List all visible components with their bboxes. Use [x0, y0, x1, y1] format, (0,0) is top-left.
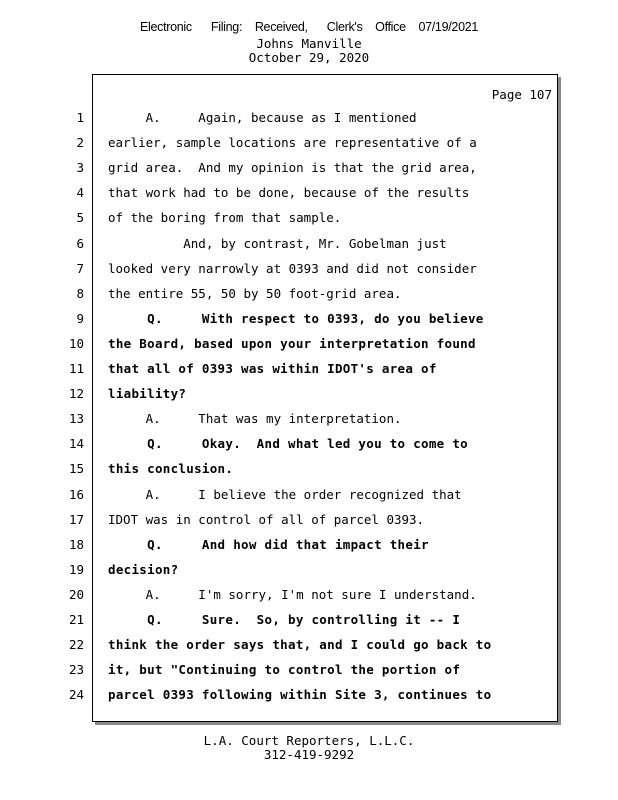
court-reporter-name: L.A. Court Reporters, L.L.C.: [203, 733, 415, 748]
question-line-text: Q. And how did that impact their: [108, 537, 429, 552]
answer-line-text: A. That was my interpretation.: [108, 411, 402, 426]
answer-line-text: A. I believe the order recognized that: [108, 487, 462, 502]
question-line-text: parcel 0393 following within Site 3, continues to: [108, 687, 492, 702]
question-line-text: the Board, based upon your interpretation found: [108, 336, 476, 351]
question-line-text: that all of 0393 was within IDOT's area of: [108, 361, 437, 376]
question-line-text: this conclusion.: [108, 461, 234, 476]
line-number: 4: [76, 185, 84, 200]
question-line-text: Q. With respect to 0393, do you believe: [108, 311, 484, 326]
question-line-text: Q. Sure. So, by controlling it -- I: [108, 612, 461, 627]
line-number: 16: [68, 487, 84, 502]
line-number: 20: [68, 587, 84, 602]
answer-line-text: the entire 55, 50 by 50 foot-grid area.: [108, 286, 402, 301]
line-number: 1: [76, 110, 84, 125]
line-number: 13: [68, 411, 84, 426]
line-number: 7: [76, 261, 84, 276]
answer-line-text: earlier, sample locations are representative of a: [108, 135, 477, 150]
answer-line-text: grid area. And my opinion is that the grid area,: [108, 160, 477, 175]
line-number: 9: [76, 311, 84, 326]
line-number: 5: [76, 210, 84, 225]
line-number: 22: [68, 637, 84, 652]
answer-line-text: of the boring from that sample.: [108, 210, 342, 225]
line-number: 19: [68, 562, 84, 577]
line-number: 17: [68, 512, 84, 527]
answer-line-text: looked very narrowly at 0393 and did not consider: [108, 261, 477, 276]
line-number: 8: [76, 286, 84, 301]
line-number: 10: [68, 336, 84, 351]
court-reporter-phone: 312-419-9292: [263, 747, 355, 762]
answer-line-text: A. Again, because as I mentioned: [108, 110, 417, 125]
line-number: 23: [68, 662, 84, 677]
answer-line-text: IDOT was in control of all of parcel 0393.: [108, 512, 425, 527]
line-number: 2: [76, 135, 84, 150]
line-number: 14: [68, 436, 84, 451]
line-number: 11: [68, 361, 84, 376]
answer-line-text: And, by contrast, Mr. Gobelman just: [108, 236, 447, 251]
filing-stamp: Electronic Filing: Received, Clerk's Office 07/19/2021: [139, 20, 479, 34]
case-name: Johns Manville: [256, 36, 362, 51]
deposition-date: October 29, 2020: [248, 50, 370, 65]
line-number: 18: [68, 537, 84, 552]
question-line-text: decision?: [108, 562, 179, 577]
question-line-text: liability?: [108, 386, 187, 401]
answer-line-text: A. I'm sorry, I'm not sure I understand.: [108, 587, 477, 602]
question-line-text: Q. Okay. And what led you to come to: [108, 436, 468, 451]
line-number: 3: [76, 160, 84, 175]
page-number: Page 107: [491, 87, 552, 102]
question-line-text: think the order says that, and I could go back to: [108, 637, 492, 652]
line-number: 24: [68, 687, 84, 702]
answer-line-text: that work had to be done, because of the results: [108, 185, 470, 200]
line-number: 6: [76, 236, 84, 251]
line-number: 15: [68, 461, 84, 476]
line-number: 21: [68, 612, 84, 627]
question-line-text: it, but "Continuing to control the portion of: [108, 662, 461, 677]
line-number: 12: [68, 386, 84, 401]
